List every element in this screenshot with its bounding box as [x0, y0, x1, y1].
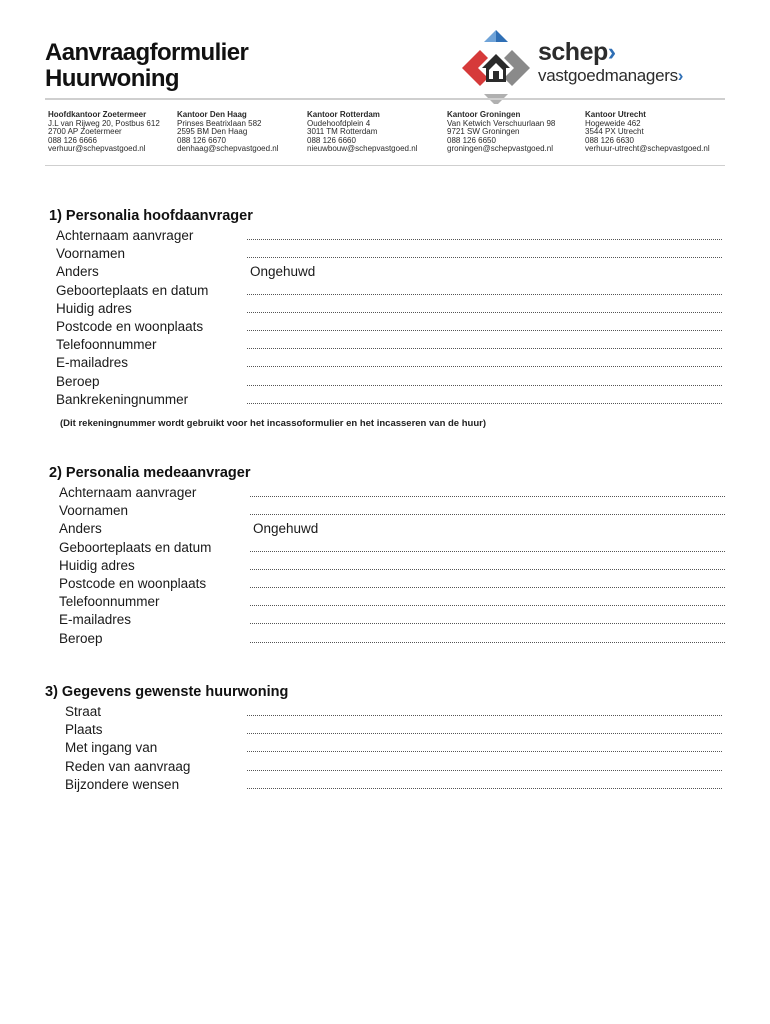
- field-label: Beroep: [59, 630, 103, 646]
- form-row: [56, 245, 722, 263]
- office-line: 088 126 6630: [585, 135, 634, 145]
- fill-in-line[interactable]: [247, 770, 722, 771]
- office-line: 088 126 6670: [177, 135, 226, 145]
- office-email[interactable]: verhuur@schepvastgoed.nl: [48, 144, 146, 154]
- office-line: Oudehoofdplein 4: [307, 118, 371, 128]
- field-value[interactable]: Ongehuwd: [250, 264, 316, 280]
- office-line: 088 126 6660: [307, 135, 356, 145]
- form-row: [56, 263, 722, 281]
- fill-in-line[interactable]: [247, 239, 722, 240]
- field-label: Postcode en woonplaats: [59, 576, 207, 591]
- office-line: Van Ketwich Verschuurlaan 98: [447, 118, 556, 128]
- field-label: Straat: [65, 704, 102, 719]
- office-line: 9721 SW Groningen: [447, 127, 520, 137]
- office-line: 3011 TM Rotterdam: [307, 127, 378, 137]
- office-line: 088 126 6666: [48, 135, 97, 145]
- form-row: [65, 758, 722, 776]
- bank-account-note: (Dit rekeningnummer wordt gebruikt voor het incassoformulier en het incasseren van de huur): [60, 418, 487, 429]
- fill-in-line[interactable]: [247, 257, 722, 258]
- form-title-line2: Huurwoning: [45, 65, 179, 92]
- fill-in-line[interactable]: [247, 715, 722, 716]
- fill-in-line[interactable]: [250, 514, 725, 515]
- field-label: Voornamen: [59, 503, 129, 519]
- office-email[interactable]: verhuur-utrecht@schepvastgoed.nl: [585, 144, 710, 154]
- form-row: [59, 593, 725, 611]
- logo-wordmark: [538, 38, 683, 86]
- house-logo-icon: [460, 28, 532, 104]
- section-personalia-hoofdaanvrager: [49, 207, 253, 225]
- logo-subtitle: vastgoedmanagers: [538, 66, 678, 85]
- field-label: Plaats: [65, 722, 103, 738]
- field-label: Huidig adres: [59, 557, 135, 573]
- office-email[interactable]: groningen@schepvastgoed.nl: [447, 144, 553, 154]
- field-label: Huidig adres: [56, 300, 132, 316]
- logo-brand: schep: [538, 38, 608, 66]
- field-label: Achternaam aanvrager: [56, 228, 194, 243]
- office-line: 2700 AP Zoetermeer: [48, 127, 122, 137]
- fill-in-line[interactable]: [250, 623, 725, 624]
- form-row: [59, 575, 725, 593]
- field-label: Anders: [59, 521, 102, 537]
- field-label: Beroep: [56, 373, 100, 389]
- office-email[interactable]: nieuwbouw@schepvastgoed.nl: [307, 144, 418, 154]
- field-value[interactable]: Ongehuwd: [253, 521, 319, 537]
- office-address: [585, 111, 710, 154]
- fill-in-line[interactable]: [247, 366, 722, 367]
- office-name: Hoofdkantoor Zoetermeer: [48, 110, 147, 119]
- field-label: Voornamen: [56, 246, 126, 262]
- form-row: [65, 703, 722, 721]
- fill-in-line[interactable]: [247, 294, 722, 295]
- office-name: Kantoor Utrecht: [585, 110, 646, 119]
- office-line: 088 126 6650: [447, 135, 496, 145]
- field-label: E-mailadres: [59, 612, 132, 628]
- fill-in-line[interactable]: [247, 733, 722, 734]
- company-logo: [460, 28, 740, 104]
- form-row: [59, 484, 725, 502]
- office-name: Kantoor Rotterdam: [307, 110, 380, 119]
- fill-in-line[interactable]: [250, 496, 725, 497]
- office-line: 3544 PX Utrecht: [585, 127, 644, 137]
- form-row: [56, 373, 722, 391]
- fill-in-line[interactable]: [247, 385, 722, 386]
- office-line: Prinses Beatrixlaan 582: [177, 118, 262, 128]
- header-divider: [45, 98, 725, 100]
- form-row: [59, 557, 725, 575]
- field-label: Anders: [56, 264, 99, 280]
- section-title: 2) Personalia medeaanvrager: [49, 465, 251, 481]
- form-row: [59, 520, 725, 538]
- field-label: Geboorteplaats en datum: [59, 539, 212, 555]
- fill-in-line[interactable]: [247, 312, 722, 313]
- field-label: Bijzondere wensen: [65, 776, 180, 792]
- section-title: 3) Gegevens gewenste huurwoning: [45, 684, 289, 700]
- logo-chevron-icon: ›: [607, 38, 616, 66]
- fill-in-line[interactable]: [247, 751, 722, 752]
- fill-in-line[interactable]: [250, 569, 725, 570]
- field-label: Postcode en woonplaats: [56, 319, 204, 334]
- offices-divider: [45, 165, 725, 166]
- field-label: Telefoonnummer: [56, 337, 157, 353]
- fill-in-line[interactable]: [247, 403, 722, 404]
- fill-in-line[interactable]: [250, 587, 725, 588]
- fill-in-line[interactable]: [250, 605, 725, 606]
- office-address: [447, 111, 555, 154]
- field-label: Achternaam aanvrager: [59, 485, 197, 500]
- field-label: E-mailadres: [56, 355, 129, 371]
- form-row: [56, 318, 722, 336]
- section-title: 1) Personalia hoofdaanvrager: [49, 208, 253, 224]
- field-label: Geboorteplaats en datum: [56, 282, 209, 298]
- office-name: Kantoor Den Haag: [177, 110, 247, 119]
- field-label: Bankrekeningnummer: [56, 391, 189, 407]
- field-label: Telefoonnummer: [59, 594, 160, 610]
- form-title-line1: Aanvraagformulier: [45, 39, 249, 66]
- form-row: [56, 336, 722, 354]
- form-row: [56, 391, 722, 409]
- fill-in-line[interactable]: [247, 348, 722, 349]
- form-row: [59, 630, 725, 648]
- form-row: [56, 282, 722, 300]
- form-row: [65, 776, 722, 794]
- fill-in-line[interactable]: [250, 551, 725, 552]
- form-row: [56, 354, 722, 372]
- office-line: 2595 BM Den Haag: [177, 127, 248, 137]
- section-personalia-medeaanvrager: [49, 464, 251, 482]
- field-label: Met ingang van: [65, 740, 158, 756]
- office-line: Hogeweide 462: [585, 118, 641, 128]
- fill-in-line[interactable]: [247, 788, 722, 789]
- office-address: [48, 111, 160, 154]
- form-row: [59, 611, 725, 629]
- form-row: [56, 300, 722, 318]
- form-row: [59, 502, 725, 520]
- logo-sub-chevron-icon: ›: [677, 66, 684, 85]
- office-email[interactable]: denhaag@schepvastgoed.nl: [177, 144, 279, 154]
- fill-in-line[interactable]: [247, 330, 722, 331]
- form-row: [65, 739, 722, 757]
- form-title: [45, 40, 248, 92]
- office-address: [307, 111, 417, 154]
- section-gegevens-huurwoning: [45, 683, 288, 701]
- office-name: Kantoor Groningen: [447, 110, 521, 119]
- office-line: J.L van Rijweg 20, Postbus 612: [48, 118, 160, 128]
- field-label: Reden van aanvraag: [65, 758, 191, 774]
- form-row: [56, 227, 722, 245]
- fill-in-line[interactable]: [250, 642, 725, 643]
- office-address: [177, 111, 279, 154]
- form-row: [65, 721, 722, 739]
- form-row: [59, 539, 725, 557]
